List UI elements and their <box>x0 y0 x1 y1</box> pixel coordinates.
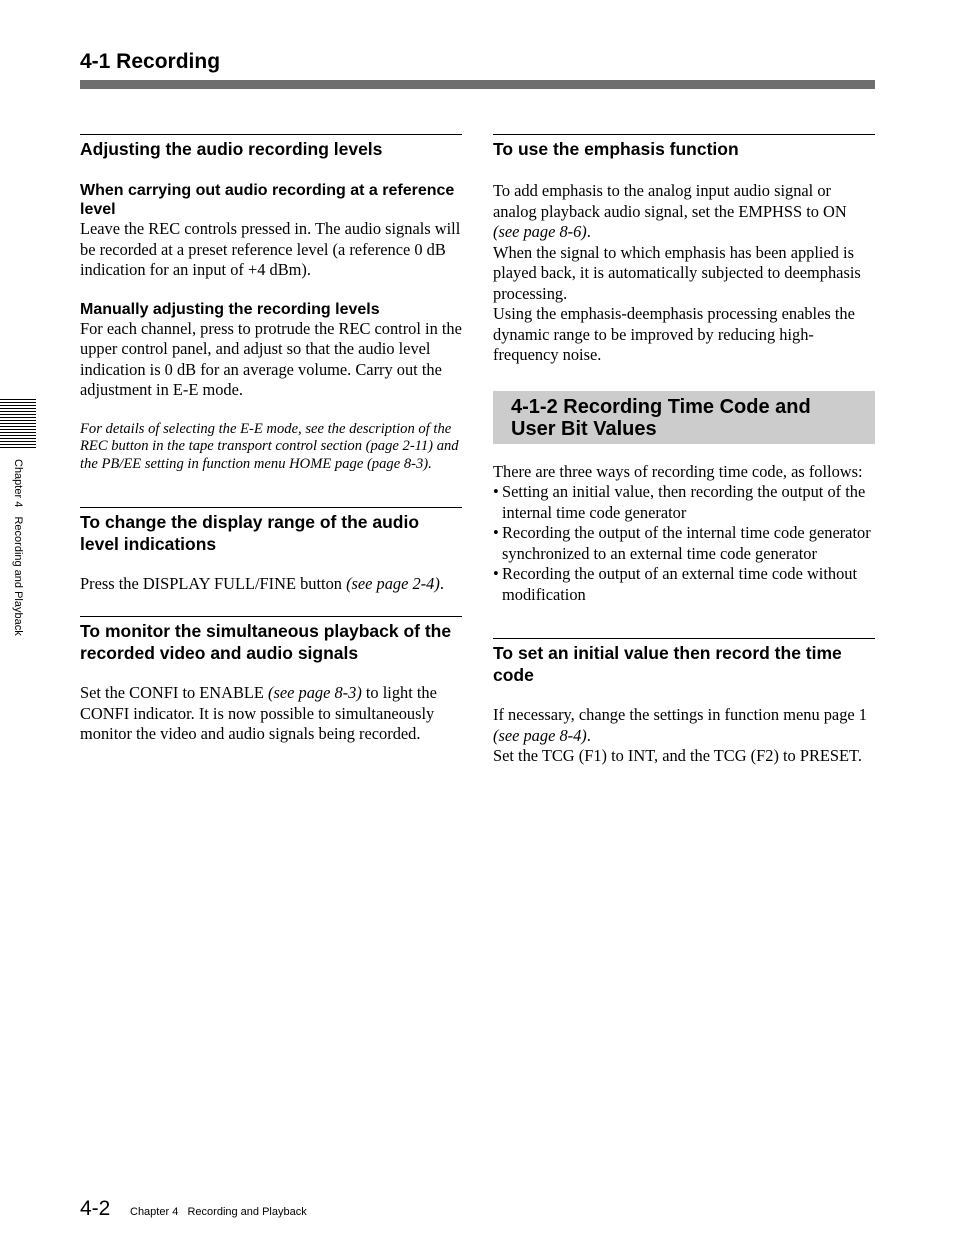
page-ref-8-4: (see page 8-4) <box>493 725 587 745</box>
page-ref-8-3: (see page 8-3) <box>268 683 362 703</box>
header-rule <box>80 80 875 89</box>
footer-page-number: 4-2 <box>80 1197 111 1220</box>
section-audio-levels <box>80 134 462 474</box>
section-title-simultaneous-playback: To monitor the simultaneous playback of the recorded video and audio signals <box>80 616 462 664</box>
emphasis-text-3: Using the emphasis-deemphasis processing enables the dynamic range to be improved by reducing high-frequency noise. <box>493 304 855 364</box>
section-display-range <box>80 507 462 595</box>
side-chapter-title: Recording and Playback <box>12 516 24 636</box>
emphasis-text-1a: To add emphasis to the analog input audio signal or analog playback audio signal, set the EMPHSS to ON <box>493 181 847 221</box>
section-title-audio-levels: Adjusting the audio recording levels <box>80 134 462 160</box>
chapter-tab-marks <box>0 399 36 449</box>
list-item: • Recording the output of an external time code without modification <box>493 564 875 605</box>
section-initial-value <box>493 638 875 767</box>
confi-text-a: Set the CONFI to ENABLE <box>80 683 269 703</box>
section-title-initial-value: To set an initial value then record the time code <box>493 638 875 686</box>
display-range-text-b: . <box>439 573 444 593</box>
list-item: • Setting an initial value, then recording the output of the internal time code generator <box>493 482 875 523</box>
footer-chapter: Chapter 4 <box>130 1206 179 1218</box>
subsection-title-manual-levels: Manually adjusting the recording levels <box>80 300 380 318</box>
section-simultaneous-playback <box>80 616 462 745</box>
chapter-side-label <box>12 459 24 636</box>
confi-text-b: to light the CONFI indicator. It is now possible to simultaneously monitor the video and audio signals being recorded. <box>80 683 437 744</box>
subsection-title-reference-level: When carrying out audio recording at a reference level <box>80 182 455 218</box>
initial-value-text-1a: If necessary, change the settings in function menu page 1 <box>493 705 867 724</box>
side-chapter: Chapter 4 <box>12 459 24 508</box>
list-item: • Recording the output of the internal time code generator synchronized to an external time code generator <box>493 523 875 564</box>
emphasis-text-1 <box>493 181 875 243</box>
time-code-methods-list <box>493 482 875 605</box>
section-emphasis <box>493 134 875 366</box>
reference-level-text: Leave the REC controls pressed in. The audio signals will be recorded at a preset reference level (a reference 0 dB indication for an input of +4 dBm). <box>80 219 461 279</box>
display-range-text-a: Press the DISPLAY FULL/FINE button <box>80 573 347 593</box>
emphasis-text-1b: . <box>586 222 591 241</box>
section-title-time-code: Recording Time Code and User Bit Values <box>511 395 811 440</box>
time-code-intro: There are three ways of recording time code, as follows: <box>493 461 863 481</box>
display-range-text <box>80 574 462 595</box>
section-heading-4-1-2 <box>493 391 875 444</box>
page-ref-8-6: (see page 8-6) <box>493 222 587 241</box>
emphasis-text-2: When the signal to which emphasis has been applied is played back, it is automatically subjected to deemphasis processing. <box>493 242 861 303</box>
section-title-display-range: To change the display range of the audio level indications <box>80 507 462 555</box>
initial-value-text-2: Set the TCG (F1) to INT, and the TCG (F2) to PRESET. <box>493 746 862 765</box>
initial-value-text-1b: . <box>586 725 591 745</box>
section-time-code <box>493 391 875 606</box>
ee-mode-note: For details of selecting the E-E mode, see the description of the REC button in the tape transport control section (page 2-11) and the PB/EE setting in function menu HOME page (page 8-3). <box>80 420 459 473</box>
simultaneous-playback-text <box>80 683 462 745</box>
section-number: 4-1-2 <box>511 395 558 418</box>
section-title-emphasis: To use the emphasis function <box>493 134 875 160</box>
page-ref-2-4: (see page 2-4) <box>346 573 440 593</box>
initial-value-text-1 <box>493 705 875 746</box>
page-header-title: 4-1 Recording <box>80 50 221 73</box>
left-column <box>80 134 462 745</box>
footer-chapter-title: Recording and Playback <box>187 1206 307 1218</box>
right-column <box>493 134 875 767</box>
manual-levels-text: For each channel, press to protrude the REC control in the upper control panel, and adjust so that the audio level indication is 0 dB for an average volume. Carry out the adjustment in E-E mode. <box>80 318 462 399</box>
footer-chapter-label <box>130 1206 307 1218</box>
